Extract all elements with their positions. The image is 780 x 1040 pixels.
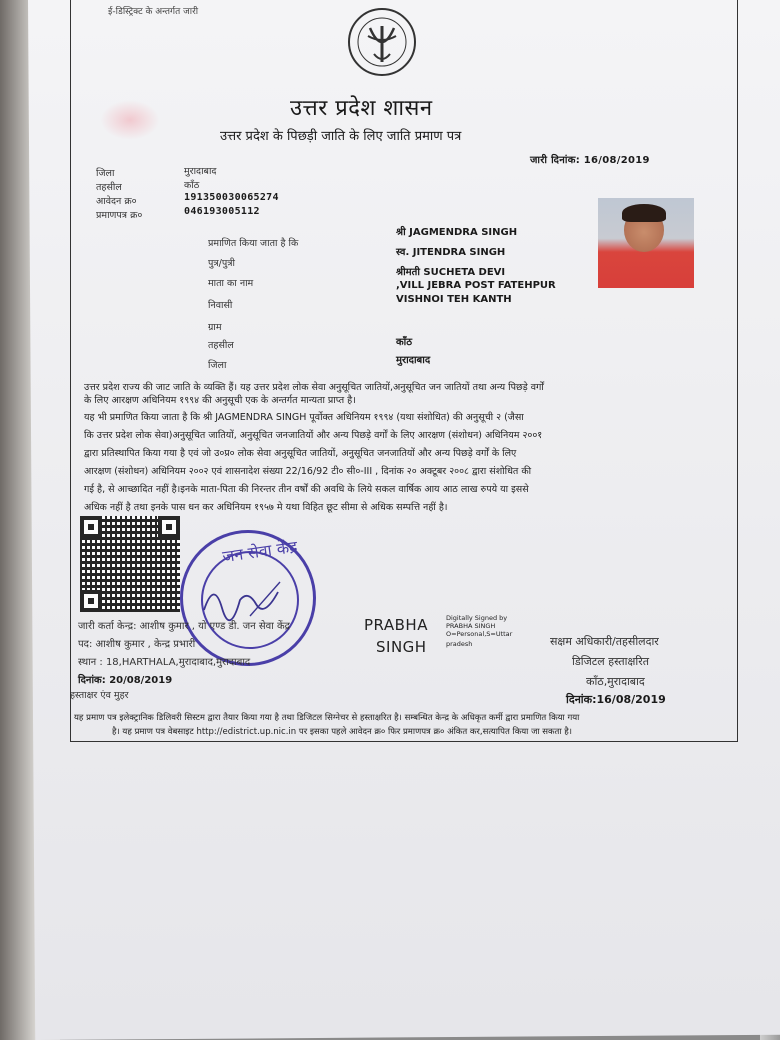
qr-finder-top-left xyxy=(80,516,102,538)
application-number: 191350030065274 xyxy=(184,192,279,203)
applicant-name: श्री JAGMENDRA SINGH xyxy=(396,227,518,238)
photo-hair xyxy=(622,204,666,222)
body-line-4: कि उत्तर प्रदेश लोक सेवा)अनुसूचित जातियों, अनुसूचित जनजातियों और अन्य पिछड़े वर्गों के लिए आरक्षण (संशोधन) अधिनियम २००१ xyxy=(84,430,543,441)
issuer-centre: जारी कर्ता केन्द्र: आशीष कुमार , यो एण्ड डी. जन सेवा केंद्र xyxy=(78,621,290,632)
tehsil-detail-value: काँठ xyxy=(396,337,413,348)
body-line-5: द्वारा प्रतिस्थापित किया गया है एवं जो उ०प्र० लोक सेवा अनुसूचित जातियों, अनुसूचित जनजातियों और अन्य पिछड़े वर्गों के लिए xyxy=(84,448,517,459)
resident-label: निवासी xyxy=(208,300,233,311)
issuer-place: स्थान : 18,HARTHALA,मुरादाबाद,मुरादाबाद xyxy=(78,657,251,668)
dsig-line-1: Digitally Signed by xyxy=(446,614,508,622)
applicant-photo xyxy=(598,198,694,288)
certificate-subtitle: उत्तर प्रदेश के पिछड़ी जाति के लिए जाति प्रमाण पत्र xyxy=(220,129,462,144)
body-line-3: यह भी प्रमाणित किया जाता है कि श्री JAGMENDRA SINGH पूर्वोक्त अधिनियम १९९४ (यथा संशोधित) की अनुसूची २ (जैसा xyxy=(84,412,524,423)
certificate-number: 046193005112 xyxy=(184,206,260,217)
qr-code xyxy=(80,516,180,612)
body-line-2: के लिए आरक्षण अधिनियम १९९४ की अनुसूची एक के अन्तर्गत मान्यता प्राप्त है। xyxy=(84,395,356,406)
body-line-1: उत्तर प्रदेश राज्य की जाट जाति के व्यक्ति हैं। यह उत्तर प्रदेश लोक सेवा अनुसूचित जातियों,अनुसूचित जन जातियों तथा अन्य पिछड़े वर्गों xyxy=(84,382,544,393)
district-detail-value: मुरादाबाद xyxy=(396,355,431,366)
authority-sign: डिजिटल हस्ताक्षरित xyxy=(572,655,649,668)
sign-and-seal-label: हस्ताक्षर एंव मुहर xyxy=(70,690,129,701)
dsig-line-2: PRABHA SINGH xyxy=(446,622,496,630)
tehsil-value: काँठ xyxy=(184,180,200,191)
application-label: आवेदन क्र० xyxy=(96,196,137,207)
authority-date: दिनांक:16/08/2019 xyxy=(566,693,666,706)
issue-date: जारी दिनांक: 16/08/2019 xyxy=(530,155,650,166)
issuer-date: दिनांक: 20/08/2019 xyxy=(78,675,173,686)
authority-place: काँठ,मुरादाबाद xyxy=(586,675,645,688)
issuer-post: पद: आशीष कुमार , केन्द्र प्रभारी xyxy=(78,639,196,650)
top-note: ई-डिस्ट्रिक्ट के अन्तर्गत जारी xyxy=(108,7,199,17)
up-government-emblem xyxy=(340,6,424,78)
father-label: पुत्र/पुत्री xyxy=(208,258,235,269)
district-value: मुरादाबाद xyxy=(184,166,217,177)
qr-finder-bottom-left xyxy=(80,590,102,612)
district-label: जिला xyxy=(96,168,115,179)
father-name: स्व. JITENDRA SINGH xyxy=(396,247,506,258)
district-detail-label: जिला xyxy=(208,360,227,371)
authority-title: सक्षम अधिकारी/तहसीलदार xyxy=(550,635,659,648)
address-line1: ,VILL JEBRA POST FATEHPUR xyxy=(396,280,556,291)
certify-label: प्रमाणित किया जाता है कि xyxy=(208,238,299,249)
dsig-line-3: O=Personal,S=Uttar xyxy=(446,630,513,638)
dsig-line-4: pradesh xyxy=(446,640,473,648)
certificate-label: प्रमाणपत्र क्र० xyxy=(96,210,143,221)
dsig-name-line2: SINGH xyxy=(376,638,427,656)
seal-text: जन सेवा केंद्र xyxy=(221,536,299,567)
tehsil-detail-label: तहसील xyxy=(208,340,234,351)
page-title: उत्तर प्रदेश शासन xyxy=(290,96,433,121)
mother-name: श्रीमती SUCHETA DEVI xyxy=(396,267,506,278)
tehsil-label: तहसील xyxy=(96,182,122,193)
body-line-7: गई है, से आच्छादित नहीं है।इनके माता-पिता की निरन्तर तीन वर्षों की अवधि के लिये सकल वार्षिक आय आठ लाख रुपये या इससे xyxy=(84,484,529,495)
village-label: ग्राम xyxy=(208,322,222,333)
dsig-name-line1: PRABHA xyxy=(364,616,428,634)
mother-label: माता का नाम xyxy=(208,278,254,289)
footer-line-2: है। यह प्रमाण पत्र वेबसाइट http://edistrict.up.nic.in पर इसका पहले आवेदन क्र० फिर प्रमाणपत्र क्र० अंकित कर,सत्यापित किया जा सकता है। xyxy=(112,727,573,737)
qr-finder-top-right xyxy=(158,516,180,538)
footer-line-1: यह प्रमाण पत्र इलेक्ट्रानिक डिलिवरी सिस्टम द्वारा तैयार किया गया है तथा डिजिटल सिग्नेचर से हस्ताक्षरित है। सम्बन्धित केन्द्र के अधिकृत कर्मी द्वारा प्रमाणित किया गया xyxy=(74,713,580,723)
ink-smudge xyxy=(100,100,160,140)
body-line-6: आरक्षण (संशोधन) अधिनियम २००२ एवं शासनादेश संख्या 22/16/92 टी० सी०-III , दिनांक २० अक्टूबर २००८ द्वारा संशोधित की xyxy=(84,466,532,477)
body-line-8: अधिक नहीं है तथा इनके पास धन कर अधिनियम १९५७ मे यथा विहित छूट सीमा से अधिक सम्पत्ति नहीं है। xyxy=(84,502,448,513)
address-line2: VISHNOI TEH KANTH xyxy=(396,294,512,305)
